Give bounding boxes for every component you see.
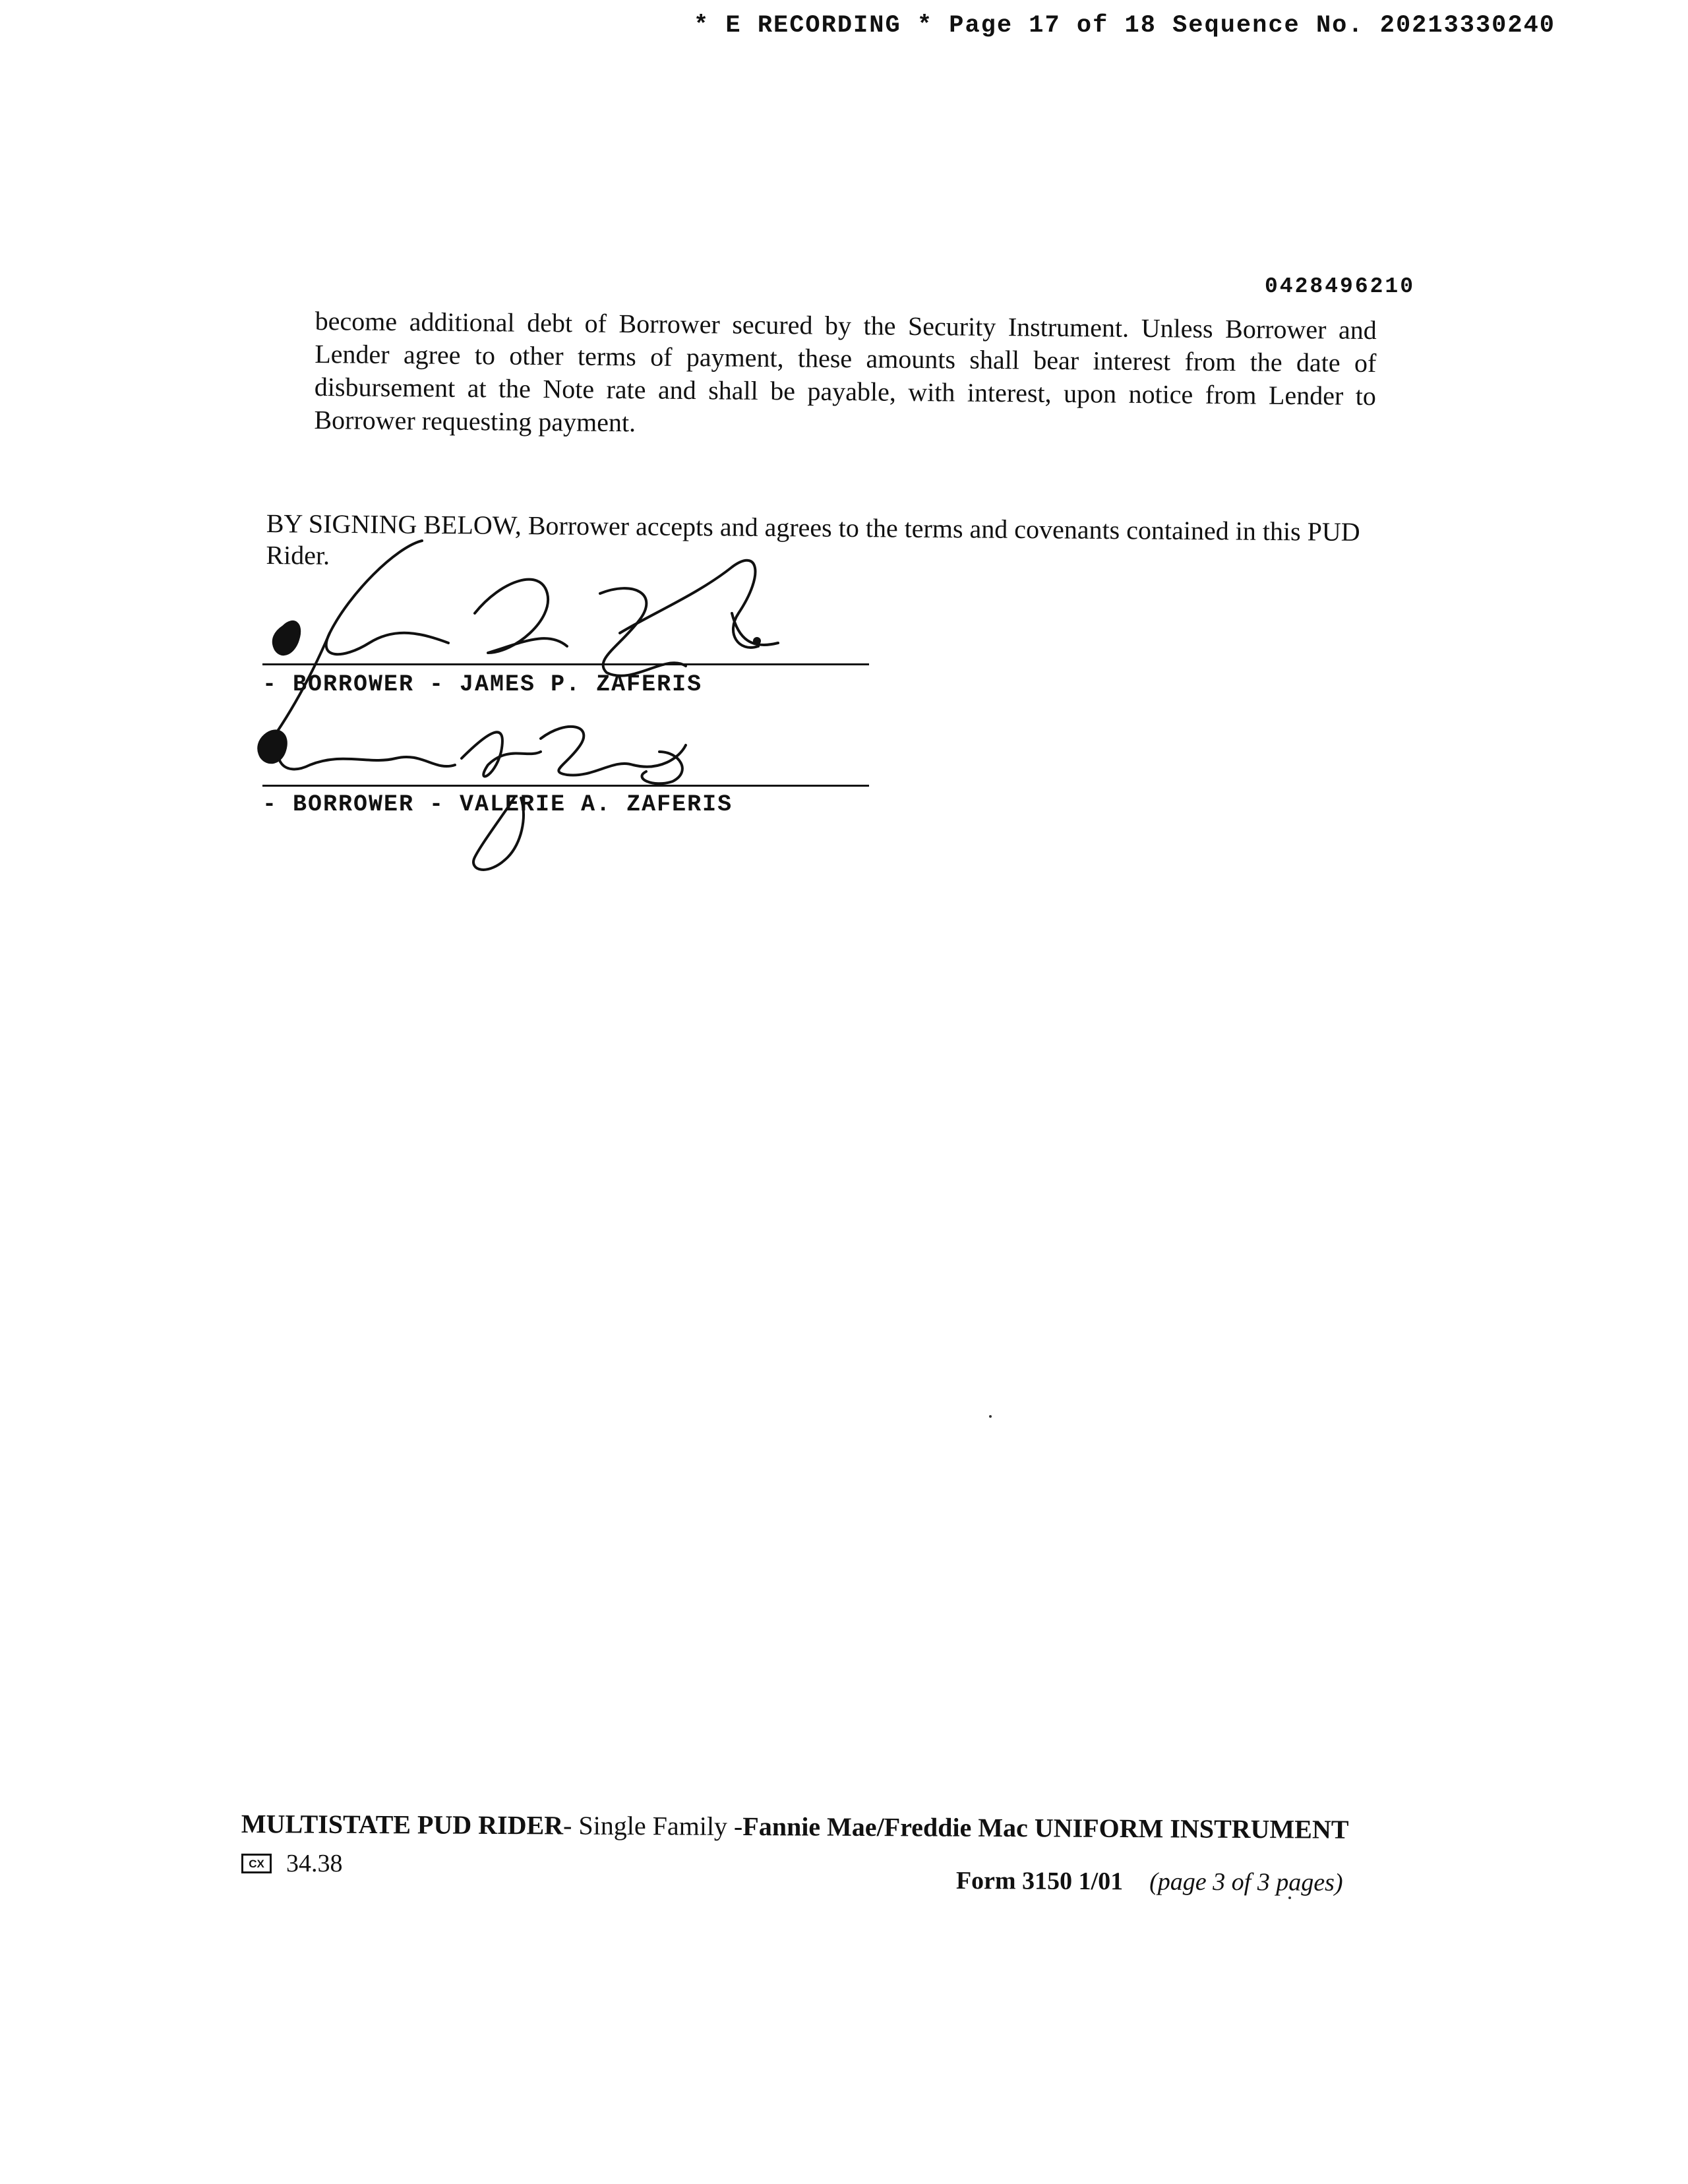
scan-speck	[989, 1415, 992, 1418]
signature-line-borrower-2	[262, 785, 869, 787]
form-number-line	[956, 1866, 1343, 1897]
form-title-type: - Single Family -	[563, 1810, 743, 1841]
rider-paragraph: become additional debt of Borrower secured by the Security Instrument. Unless Borrower and Lender agree to other terms of payment, these amounts shall bear interest from the date of disbursement at the Note rate and shall be payable, with interest, upon notice from Lender to Borrower requesting payment.	[314, 305, 1377, 438]
page-info: (page 3 of 3 pages)	[1149, 1867, 1343, 1897]
cx-vendor-icon: CX	[241, 1854, 272, 1873]
signature-line-borrower-1	[262, 663, 869, 665]
scan-speck	[1288, 1896, 1291, 1899]
signing-statement: BY SIGNING BELOW, Borrower accepts and agrees to the terms and covenants contained in this PUD Rider.	[266, 508, 1360, 570]
vendor-code: 34.38	[286, 1850, 343, 1877]
signature-label-borrower-2: - BORROWER - VALERIE A. ZAFERIS	[262, 791, 733, 818]
loan-number: 0428496210	[1265, 274, 1416, 299]
recording-stamp: * E RECORDING * Page 17 of 18 Sequence No. 20213330240	[694, 12, 1555, 40]
form-title-name: MULTISTATE PUD RIDER	[241, 1809, 564, 1840]
signature-label-borrower-1: - BORROWER - JAMES P. ZAFERIS	[262, 671, 703, 698]
vendor-code-box	[241, 1849, 343, 1878]
form-title	[241, 1808, 1349, 1845]
form-title-instrument: Fannie Mae/Freddie Mac UNIFORM INSTRUMENT	[742, 1811, 1349, 1844]
form-number: Form 3150 1/01	[955, 1867, 1124, 1896]
